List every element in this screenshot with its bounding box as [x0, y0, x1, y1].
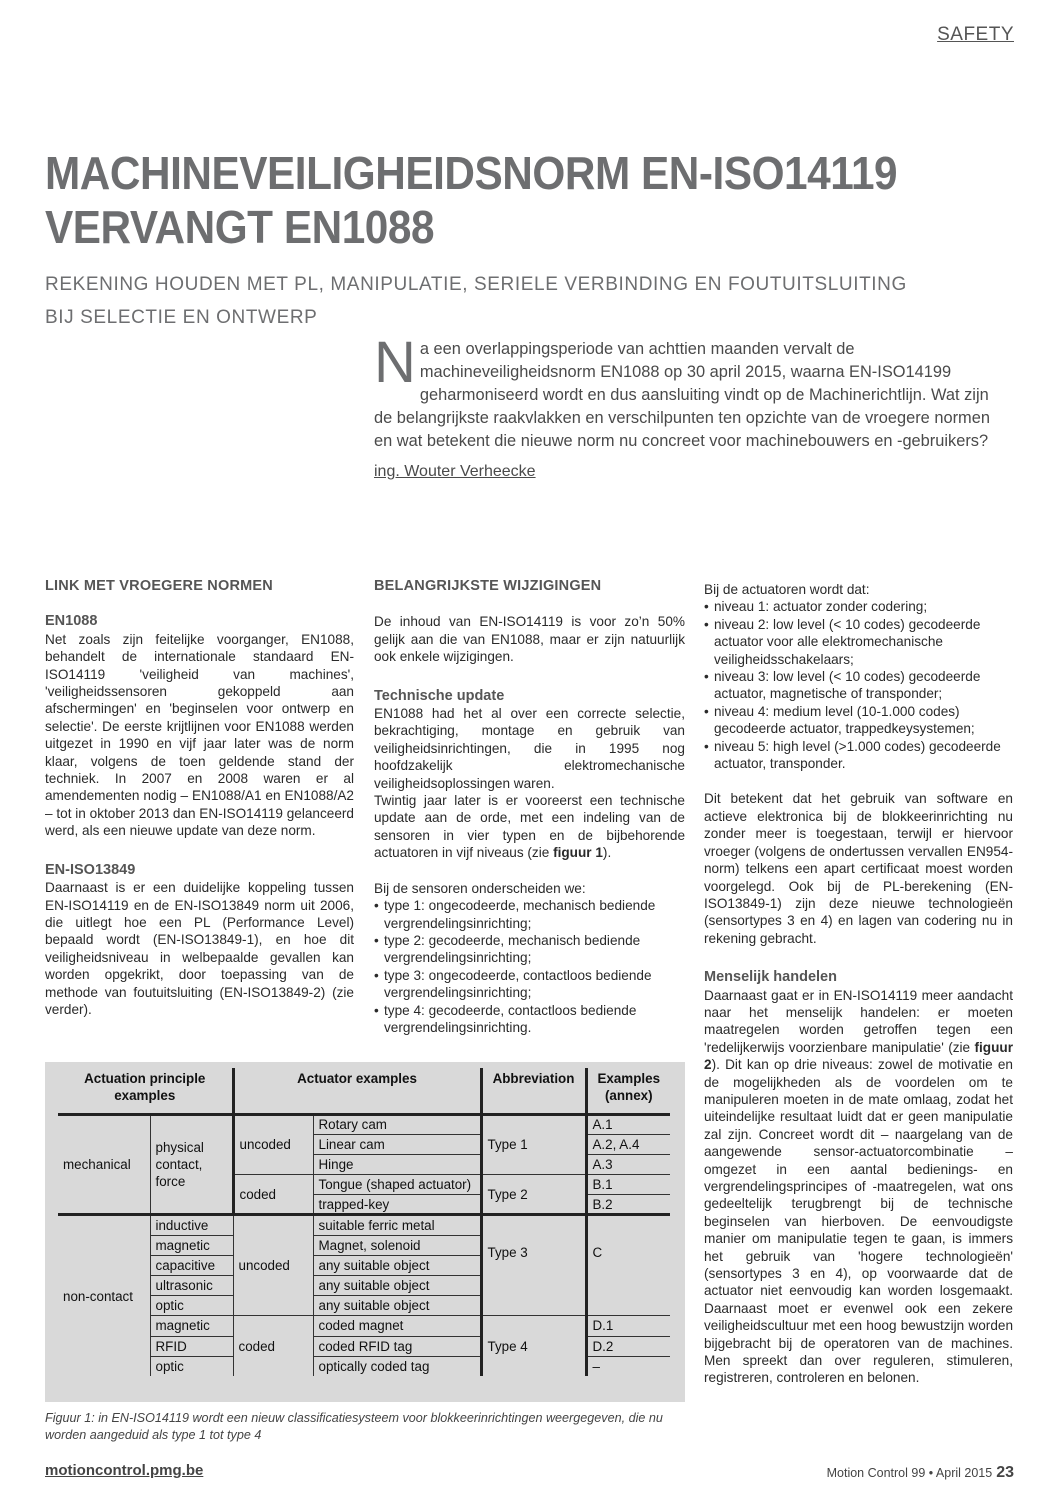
subtitle-line-1: REKENING HOUDEN MET PL, MANIPULATIE, SERIELE VERBINDING EN FOUTUITSLUITING: [45, 274, 907, 295]
cell-optic: optic: [150, 1296, 233, 1316]
footer-site-link[interactable]: motioncontrol.pmg.be: [45, 1462, 204, 1479]
cell-uncoded-2: uncoded: [233, 1215, 313, 1316]
list-item: • niveau 4: medium level (10-1.000 codes) gecodeerde actuator, trappedkeysystemen;: [704, 703, 1013, 738]
subheading-technische-update: Technische update: [374, 687, 505, 704]
cell-annex-a3: A.3: [586, 1154, 670, 1174]
cell-non-contact: non-contact: [58, 1215, 150, 1377]
cell-annex-b2: B.2: [586, 1195, 670, 1215]
sensor-type-list: [374, 897, 685, 1036]
cell-coded-magnet: coded magnet: [313, 1316, 481, 1336]
paragraph: Daarnaast is er een duidelijke koppeling tussen EN-ISO14119 en de EN-ISO13849 norm uit 2006, die uitlegt hoe een PL (Performance Level) bepaald wordt (EN-ISO13849-1), en hoe dit veiligheidsniveau in welbepaalde gevallen kan worden opgekrikt, door toepassing van de methode van foutuitsluiting (EN-ISO13849-2) (zie verder).: [45, 880, 354, 1017]
paragraph: EN1088 had het al over een correcte selectie, bekrachtiging, montage en gebruik van veiligheidsinrichtingen, die in 1995 nog hoofdzakelijk elektromechanische veiligheidsoplossingen waren.: [374, 706, 685, 791]
cell-type-4: Type 4: [481, 1316, 586, 1377]
paragraph: Daarnaast gaat er in EN-ISO14119 meer aandacht naar het menselijk handelen: er moeten maatregelen worden getroffen tegen een 'redelijkerwijs voorzienbare manipulatie' (zie figuur 2). Dit kan op drie niveaus: zowel de motivatie en de mogelijkheden als de voordelen om te manipuleren moeten in de mate omlaag, zodat het uiteindelijke resultaat luidt dat er geen manipulatie zal zijn. Concreet wordt dit – naargelang van de aangewende sensor-actuatorcombinatie – omgezet in een aantal bedienings- en vergrendelingsprincipes of -maatregelen, wat ons gedeeltelijk terugbrengt bij de technische beginselen van hierboven. De eenvoudigste manier om manipulatie tegen te gaan, is immers het gebruik van 'hogere technologieën' (sensortypes 3 en 4), op voorwaarde dat de actuator niet eenvoudig kan worden losgemaakt. Daarnaast moet er evenwel ook een zekere veiligheidscultuur met een hoog bewustzijn worden bijgebracht bij de operatoren van de machines. Men spreekt dan over reguleren, stimuleren, registreren, controleren en belonen.: [704, 987, 1013, 1386]
cell-magnetic-2: magnetic: [150, 1316, 233, 1336]
cell-coded-2: coded: [233, 1316, 313, 1377]
list-item: • type 3: ongecodeerde, contactloos bediende vergrendelingsinrichting;: [374, 967, 685, 1002]
section-heading: BELANGRIJKSTE WIJZIGINGEN: [374, 578, 602, 594]
list-item: • niveau 5: high level (>1.000 codes) gecodeerde actuator, transponder.: [704, 738, 1013, 773]
list-item: • niveau 2: low level (< 10 codes) gecodeerde actuator voor alle elektromechanische veiligheidsschakelaars;: [704, 616, 1013, 668]
cell-annex-a1: A.1: [586, 1114, 670, 1134]
paragraph: Bij de actuatoren wordt dat:: [704, 582, 870, 597]
article-title: [45, 146, 956, 254]
paragraph: Net zoals zijn feitelijke voorganger, EN1088, behandelt de internationale standaard EN-ISO14119 'veiligheid van machines', 'veiligheidssensoren gekoppeld aan afschermingen' en 'beginselen voor ontwerp en selectie'. De eerste krijtlijnen voor EN1088 werden uitgezet in 1990 en vijf jaar later was de norm klaar, volgens de toen geldende stand der techniek. In 2007 en 2008 waren er al amendementen nodig – EN1088/A1 en EN1088/A2 – tot in oktober 2013 dan EN-ISO14119 gelanceerd werd, als een nieuwe update van deze norm.: [45, 631, 354, 839]
paragraph: Twintig jaar later is er vooreerst een technische update aan de orde, met een indeling van de sensoren in vier typen en de bijbehorende actuatoren in vijf niveaus (zie figuur 1).: [374, 793, 685, 861]
cell-coded: coded: [233, 1175, 313, 1215]
subheading-menselijk-handelen: Menselijk handelen: [704, 969, 837, 986]
dropcap: N: [374, 330, 416, 395]
column-3: [704, 581, 1013, 1387]
cell-rfid: RFID: [150, 1336, 233, 1356]
header-actuation-principle: Actuation principle examples: [58, 1068, 233, 1114]
author-link[interactable]: ing. Wouter Verheecke: [374, 463, 536, 480]
column-2: [374, 578, 685, 1036]
cell-optical-tag: optically coded tag: [313, 1356, 481, 1376]
list-item: • niveau 3: low level (< 10 codes) gecodeerde actuator, magnetische of transponder;: [704, 668, 1013, 703]
header-examples-annex: Examples (annex): [586, 1068, 670, 1114]
cell-type-2: Type 2: [481, 1175, 586, 1215]
cell-annex-d1: D.1: [586, 1316, 670, 1336]
list-item: • type 1: ongecodeerde, mechanisch bediende vergrendelingsinrichting;: [374, 897, 685, 932]
cell-tongue: Tongue (shaped actuator): [313, 1175, 481, 1195]
cell-annex-dash: –: [592, 1359, 600, 1375]
cell-type-1: Type 1: [481, 1114, 586, 1175]
list-item: • type 2: gecodeerde, mechanisch bediende vergrendelingsinrichting;: [374, 932, 685, 967]
header-actuator-examples: Actuator examples: [233, 1068, 481, 1114]
list-item: • type 4: gecodeerde, contactloos bediende vergrendelingsinrichting.: [374, 1002, 685, 1037]
cell-any-object: any suitable object: [313, 1296, 481, 1316]
cell-annex-b1: B.1: [586, 1175, 670, 1195]
cell-annex-d2: D.2: [586, 1336, 670, 1356]
cell-linear-cam: Linear cam: [313, 1134, 481, 1154]
footer-issue: [827, 1464, 1014, 1482]
cell-annex-a2: A.2, A.4: [586, 1134, 670, 1154]
subheading-en-iso13849: EN-ISO13849: [45, 861, 136, 878]
figure-1: [45, 1062, 685, 1402]
cell-capacitive: capacitive: [150, 1255, 233, 1275]
actuator-level-list: [704, 598, 1013, 772]
figure-reference: figuur 2: [704, 1039, 1013, 1073]
classification-table: [58, 1068, 670, 1376]
section-heading: LINK MET VROEGERE NORMEN: [45, 578, 273, 594]
figure-caption: Figuur 1: in EN-ISO14119 wordt een nieuw classificatiesysteem voor blokkeerinrichtingen weergegeven, die nu worden aangeduid als type 1 tot type 4: [45, 1411, 663, 1442]
cell-annex-c: C: [586, 1215, 670, 1316]
paragraph: Dit betekent dat het gebruik van software en actieve elektronica bij de blokkeerinrichting nu zonder meer is toegestaan, terwijl er hiervoor vroeger (volgens de ondertussen vervallen EN954-norm) telkens een apart certificaat moest worden voorgelegd. Ook bij de PL-berekening (EN-ISO13849-1) zijn deze nieuwe technologieën (sensortypes 3 en 4) en lagen van codering nu in rekening gebracht.: [704, 791, 1013, 946]
column-1: [45, 578, 354, 1018]
intro-text: a een overlappingsperiode van achttien maanden vervalt de machineveiligheidsnorm EN1088 op 30 april 2015, waarna EN-ISO14199 geharmoniseerd wordt en dus aansluiting vindt op de Machinerichtlijn. Wat zijn de belangrijkste raakvlakken en verschilpunten ten opzichte van de vroegere normen en wat betekent die nieuwe norm nu concreet voor machinebouwers en -gebruikers?: [374, 340, 990, 450]
cell-mechanical: mechanical: [58, 1114, 150, 1215]
paragraph: Bij de sensoren onderscheiden we:: [374, 880, 586, 896]
header-abbreviation: Abbreviation: [481, 1068, 586, 1114]
page-number: 23: [996, 1464, 1014, 1481]
cell-any-object: any suitable object: [313, 1255, 481, 1275]
list-item: • niveau 1: actuator zonder codering;: [704, 598, 1013, 615]
cell-solenoid: Magnet, solenoid: [313, 1235, 481, 1255]
article-subtitle: [45, 268, 907, 334]
cell-trapped-key: trapped-key: [313, 1195, 481, 1215]
cell-magnetic: magnetic: [150, 1235, 233, 1255]
subheading-en1088: EN1088: [45, 613, 98, 630]
cell-ferric-metal: suitable ferric metal: [313, 1215, 481, 1235]
cell-optic-2: optic: [150, 1356, 233, 1376]
issue-label: Motion Control 99 • April 2015: [826, 1466, 993, 1480]
cell-physical-contact: physical contact, force: [150, 1114, 233, 1215]
cell-inductive: inductive: [150, 1215, 233, 1235]
intro-paragraph: [374, 330, 999, 453]
paragraph: De inhoud van EN-ISO14119 is voor zo’n 50% gelijk aan die van EN1088, maar er zijn natuurlijk ook enkele wijzigingen.: [374, 614, 685, 665]
cell-coded-rfid: coded RFID tag: [313, 1336, 481, 1356]
title-line-2: VERVANGT EN1088: [45, 201, 435, 253]
cell-type-3: Type 3: [481, 1215, 586, 1316]
cell-any-object: any suitable object: [313, 1276, 481, 1296]
cell-hinge: Hinge: [313, 1154, 481, 1174]
subtitle-line-2: BIJ SELECTIE EN ONTWERP: [45, 307, 318, 328]
cell-rotary-cam: Rotary cam: [313, 1114, 481, 1134]
section-tag: SAFETY: [937, 24, 1014, 45]
title-line-1: MACHINEVEILIGHEIDSNORM EN-ISO14119: [45, 147, 898, 199]
cell-uncoded: uncoded: [233, 1114, 313, 1175]
cell-ultrasonic: ultrasonic: [150, 1276, 233, 1296]
figure-reference: figuur 1: [553, 845, 603, 861]
